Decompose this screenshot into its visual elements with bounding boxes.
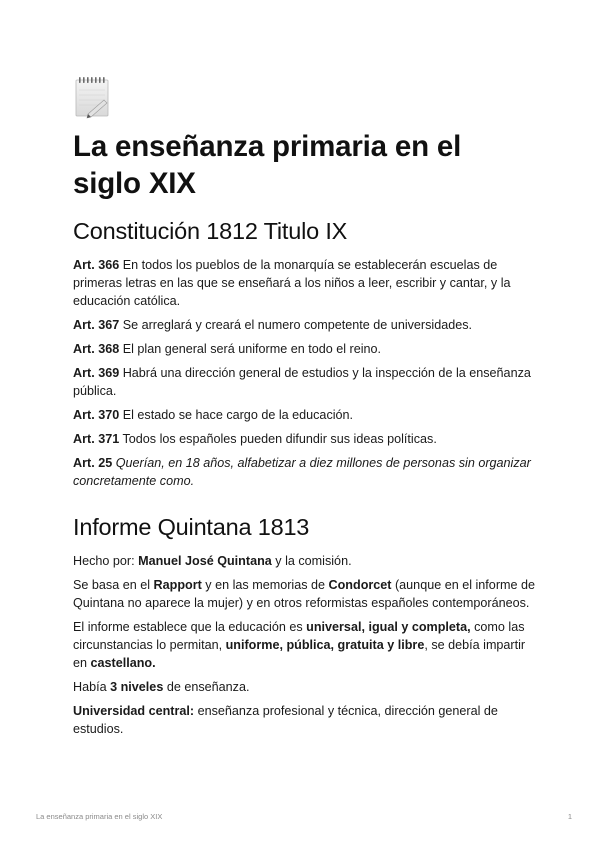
article-label: Art. 369 — [73, 366, 120, 380]
text: como las circunstancias lo permitan, — [73, 620, 525, 652]
articles-list — [73, 256, 535, 490]
article-366 — [73, 256, 535, 310]
text: enseñanza profesional y técnica, dirección general de estudios. — [73, 704, 498, 736]
informe-body — [73, 552, 535, 738]
notepad-icon — [74, 74, 112, 120]
article-369 — [73, 364, 535, 400]
article-text: Querían, en 18 años, alfabetizar a diez millones de personas sin organizar concretamente como. — [73, 456, 531, 488]
text: (aunque en el informe de Quintana no aparece la mujer) y en otros reformistas españoles contemporáneos. — [73, 578, 536, 610]
article-368 — [73, 340, 535, 358]
text: Había — [73, 680, 111, 694]
paragraph-university — [73, 702, 535, 738]
article-text: Habrá una dirección general de estudios y la inspección de la enseñanza pública. — [73, 366, 531, 398]
page-number: 1 — [567, 812, 572, 821]
article-label: Art. 367 — [73, 318, 120, 332]
article-label: Art. 366 — [73, 258, 120, 272]
paragraph-principles — [73, 618, 535, 672]
page-footer — [36, 812, 572, 821]
paragraph-sources — [73, 576, 535, 612]
article-367 — [73, 316, 535, 334]
page-content — [73, 74, 535, 744]
article-text: Todos los españoles pueden difundir sus ideas políticas. — [119, 432, 437, 446]
section-heading-informe: Informe Quintana 1813 — [73, 514, 310, 540]
author-name: Manuel José Quintana — [138, 554, 272, 568]
emphasis: Rapport — [153, 578, 202, 592]
paragraph-levels — [73, 678, 535, 696]
emphasis: Condorcet — [328, 578, 392, 592]
text: Hecho por: — [73, 554, 139, 568]
text: Se basa en el — [73, 578, 154, 592]
article-label: Art. 370 — [73, 408, 120, 422]
emphasis: Universidad central: — [73, 704, 195, 718]
emphasis: uniforme, pública, gratuita y libre — [225, 638, 425, 652]
emphasis: castellano. — [90, 656, 156, 670]
article-370 — [73, 406, 535, 424]
text: y la comisión. — [271, 554, 352, 568]
text: El informe establece que la educación es — [73, 620, 307, 634]
article-371 — [73, 430, 535, 448]
article-text: El estado se hace cargo de la educación. — [119, 408, 354, 422]
section-heading-constitucion: Constitución 1812 Titulo IX — [73, 218, 348, 244]
emphasis: 3 niveles — [110, 680, 164, 694]
text: de enseñanza. — [163, 680, 250, 694]
article-25 — [73, 454, 535, 490]
page-title: La enseñanza primaria en el siglo XIX — [73, 130, 462, 200]
article-text: Se arreglará y creará el numero competente de universidades. — [119, 318, 473, 332]
emphasis: universal, igual y completa, — [306, 620, 471, 634]
article-label: Art. 368 — [73, 342, 120, 356]
text: , se debía impartir en — [73, 638, 526, 670]
paragraph-author — [73, 552, 535, 570]
article-label: Art. 371 — [73, 432, 120, 446]
footer-title: La enseñanza primaria en el siglo XIX — [36, 812, 163, 821]
article-text: El plan general será uniforme en todo el reino. — [119, 342, 382, 356]
article-text: En todos los pueblos de la monarquía se establecerán escuelas de primeras letras en las que se enseñará a los niños a leer, escribir y cantar, y la educación católica. — [73, 258, 511, 308]
text: y en las memorias de — [201, 578, 329, 592]
article-label: Art. 25 — [73, 456, 113, 470]
